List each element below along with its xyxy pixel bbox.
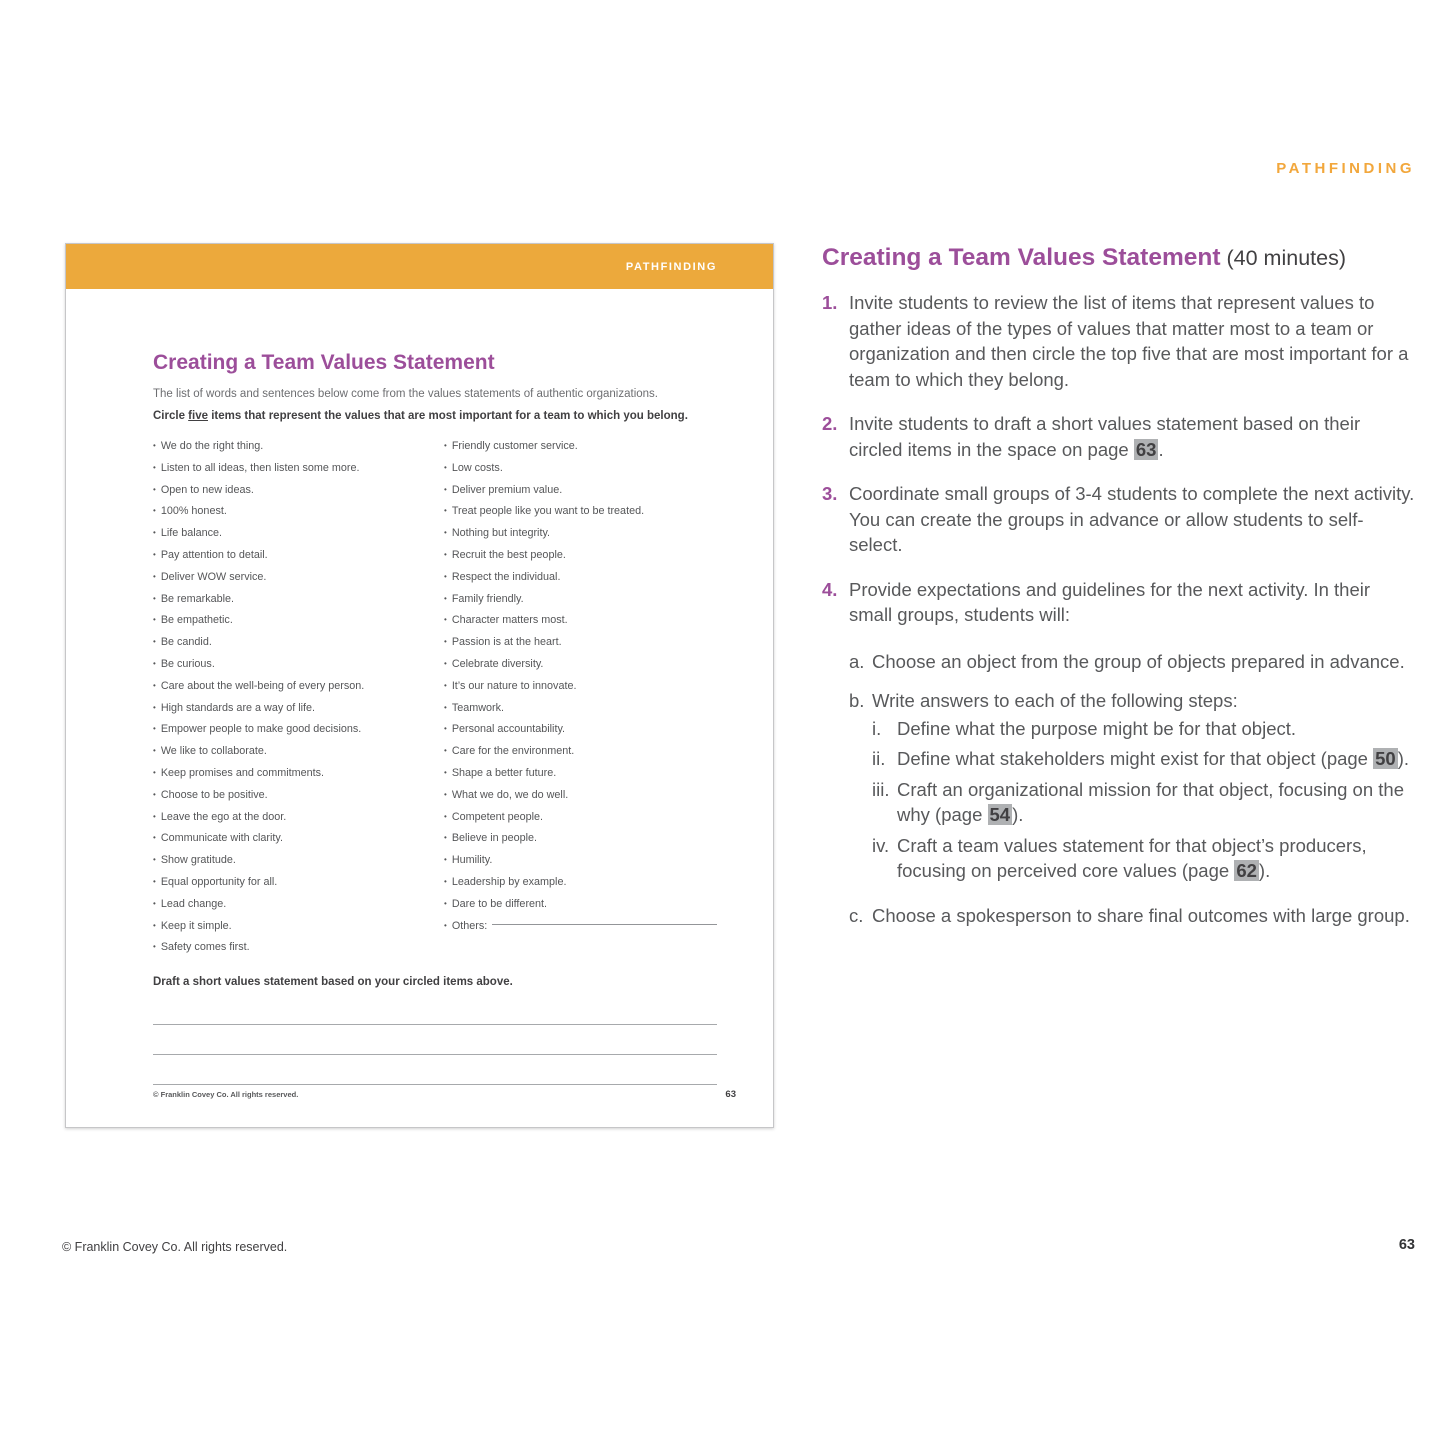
step-number: 4. xyxy=(822,578,838,600)
writing-line xyxy=(153,1084,717,1085)
value-item: • Show gratitude. xyxy=(153,850,444,872)
substep-text xyxy=(872,649,1405,675)
value-item: • Safety comes first. xyxy=(153,937,444,959)
worksheet-banner xyxy=(66,244,773,289)
text-segment: Write answers to each of the following steps: xyxy=(872,690,1238,711)
substep-letter: c. xyxy=(849,904,864,926)
value-item: • Treat people like you want to be treated. xyxy=(444,501,717,523)
value-item: • Listen to all ideas, then listen some more. xyxy=(153,458,444,480)
value-item: • Keep it simple. xyxy=(153,916,444,938)
instruction-step xyxy=(822,481,1415,558)
value-item: • Nothing but integrity. xyxy=(444,523,717,545)
roman-step-text xyxy=(897,716,1296,742)
value-item: • Be remarkable. xyxy=(153,589,444,611)
value-item: • We do the right thing. xyxy=(153,436,444,458)
writing-line xyxy=(153,1024,717,1025)
numbered-steps xyxy=(822,290,1415,628)
value-item: • Character matters most. xyxy=(444,610,717,632)
roman-step xyxy=(872,716,1415,742)
instruction-prefix: Circle xyxy=(153,410,189,422)
running-header-pathfinding: PATHFINDING xyxy=(1276,160,1415,177)
worksheet-copyright: © Franklin Covey Co. All rights reserved. xyxy=(153,1090,299,1099)
instruction-step xyxy=(822,577,1415,628)
value-item: • Respect the individual. xyxy=(444,567,717,589)
roman-step-text xyxy=(897,833,1415,884)
draft-statement-instruction: Draft a short values statement based on your circled items above. xyxy=(153,976,513,989)
text-segment: ). xyxy=(1012,804,1024,825)
value-item: • Keep promises and commitments. xyxy=(153,763,444,785)
value-item: • What we do, we do well. xyxy=(444,785,717,807)
roman-numeral: ii. xyxy=(872,748,886,769)
value-item: • Deliver premium value. xyxy=(444,480,717,502)
others-label: • Others: xyxy=(451,919,488,932)
value-item: • Deliver WOW service. xyxy=(153,567,444,589)
value-item: • Believe in people. xyxy=(444,828,717,850)
value-item: • Friendly customer service. xyxy=(444,436,717,458)
instruction-substep xyxy=(849,903,1415,929)
value-item: • Equal opportunity for all. xyxy=(153,872,444,894)
text-segment: Craft an organizational mission for that object, focusing on the why (page xyxy=(897,778,1404,825)
value-item: • Lead change. xyxy=(153,894,444,916)
value-item: • 100% honest. xyxy=(153,501,444,523)
value-item: • Celebrate diversity. xyxy=(444,654,717,676)
worksheet-banner-label: PATHFINDING xyxy=(625,260,717,273)
substep-text xyxy=(872,688,1415,889)
text-segment: ). xyxy=(1258,860,1271,881)
text-segment: Provide expectations and guidelines for the next activity. In their small groups, students will: xyxy=(849,578,1371,625)
value-item: • Low costs. xyxy=(444,458,717,480)
step-text xyxy=(849,290,1415,392)
worksheet-circle-instruction xyxy=(153,410,717,422)
writing-line xyxy=(153,1054,717,1055)
value-item: • Family friendly. xyxy=(444,589,717,611)
text-segment: Choose an object from the group of objects prepared in advance. xyxy=(872,650,1405,672)
roman-step xyxy=(872,833,1415,884)
roman-step xyxy=(872,746,1415,772)
instruction-step xyxy=(822,290,1415,392)
value-item: • Open to new ideas. xyxy=(153,480,444,502)
worksheet-page-thumbnail xyxy=(65,243,774,1128)
page-copyright: © Franklin Covey Co. All rights reserved. xyxy=(62,1240,288,1254)
worksheet-intro: The list of words and sentences below come from the values statements of authentic organizations. xyxy=(153,388,658,400)
value-item: • It’s our nature to innovate. xyxy=(444,676,717,698)
value-item: • We like to collaborate. xyxy=(153,741,444,763)
section-duration: (40 minutes) xyxy=(1226,246,1346,270)
value-item: • Pay attention to detail. xyxy=(153,545,444,567)
text-segment: Craft a team values statement for that object’s producers, focusing on perceived core values (page xyxy=(897,834,1367,881)
value-item: • Be curious. xyxy=(153,654,444,676)
value-item: • Personal accountability. xyxy=(444,719,717,741)
text-segment: Define what stakeholders might exist for that object (page xyxy=(897,748,1374,769)
writing-lines xyxy=(153,1024,717,1085)
text-segment: Invite students to review the list of items that represent values to gather ideas of the types of values that matter most to a team or organization and then circle the top five that are most important for a team to which they belong. xyxy=(849,292,1409,390)
instruction-underlined-word: five xyxy=(188,410,208,422)
step-text xyxy=(849,481,1415,558)
worksheet-footer xyxy=(153,1089,736,1100)
roman-step-text xyxy=(897,777,1415,828)
worksheet-page-number: 63 xyxy=(725,1089,736,1100)
value-item: • Recruit the best people. xyxy=(444,545,717,567)
instruction-step xyxy=(822,411,1415,462)
roman-step xyxy=(872,777,1415,828)
page-ref-highlight: 54 xyxy=(989,804,1011,825)
text-segment: . xyxy=(1158,438,1164,460)
roman-numeral: iii. xyxy=(872,778,890,800)
section-title-text: Creating a Team Values Statement xyxy=(822,244,1221,271)
roman-numeral: i. xyxy=(872,717,882,739)
value-item: • Care for the environment. xyxy=(444,741,717,763)
substep-letter: a. xyxy=(849,650,865,672)
value-item: • Be candid. xyxy=(153,632,444,654)
value-item: • Choose to be positive. xyxy=(153,785,444,807)
roman-step-text xyxy=(897,746,1409,772)
others-blank-line xyxy=(492,924,717,925)
step-number: 1. xyxy=(822,292,838,313)
value-item: • Empower people to make good decisions. xyxy=(153,719,444,741)
text-segment: ). xyxy=(1397,748,1410,769)
step-text xyxy=(849,577,1415,628)
values-list-left xyxy=(153,436,444,959)
page-ref-highlight: 63 xyxy=(1135,438,1157,460)
value-item: • Shape a better future. xyxy=(444,763,717,785)
instruction-suffix: items that represent the values that are most important for a team to which you belong. xyxy=(208,410,688,422)
text-segment: Coordinate small groups of 3-4 students to complete the next activity. You can create the groups in advance or allow students to self-select. xyxy=(849,483,1415,555)
value-item: • High standards are a way of life. xyxy=(153,698,444,720)
values-list-right xyxy=(444,436,717,959)
value-item: • Teamwork. xyxy=(444,698,717,720)
text-segment: Choose a spokesperson to share final outcomes with large group. xyxy=(872,904,1410,926)
lettered-substeps xyxy=(849,649,1415,929)
section-title xyxy=(822,239,1415,273)
value-item: • Communicate with clarity. xyxy=(153,828,444,850)
value-item: • Competent people. xyxy=(444,807,717,829)
value-item: • Care about the well-being of every person. xyxy=(153,676,444,698)
page-number: 63 xyxy=(1398,1237,1415,1253)
value-item-others xyxy=(444,916,717,938)
text-segment: Define what the purpose might be for that object. xyxy=(897,717,1297,739)
substep-letter: b. xyxy=(849,690,865,711)
page-ref-highlight: 62 xyxy=(1236,860,1257,881)
value-item: • Humility. xyxy=(444,850,717,872)
roman-numeral: iv. xyxy=(872,834,890,856)
worksheet-body xyxy=(66,351,773,1085)
instruction-substep xyxy=(849,649,1415,675)
page-ref-highlight: 50 xyxy=(1375,748,1396,769)
instruction-substep xyxy=(849,688,1415,889)
value-item: • Be empathetic. xyxy=(153,610,444,632)
value-item: • Passion is at the heart. xyxy=(444,632,717,654)
step-number: 3. xyxy=(822,483,838,504)
value-item: • Dare to be different. xyxy=(444,894,717,916)
value-item: • Leave the ego at the door. xyxy=(153,807,444,829)
substep-text xyxy=(872,903,1410,929)
roman-steps xyxy=(872,716,1415,884)
worksheet-title: Creating a Team Values Statement xyxy=(153,351,495,374)
value-item: • Leadership by example. xyxy=(444,872,717,894)
text-segment: Invite students to draft a short values statement based on their circled items in the space on page xyxy=(849,413,1361,460)
step-number: 2. xyxy=(822,413,838,434)
value-item: • Life balance. xyxy=(153,523,444,545)
values-columns xyxy=(153,436,717,959)
instructions-panel xyxy=(822,239,1415,942)
step-text xyxy=(849,411,1415,462)
